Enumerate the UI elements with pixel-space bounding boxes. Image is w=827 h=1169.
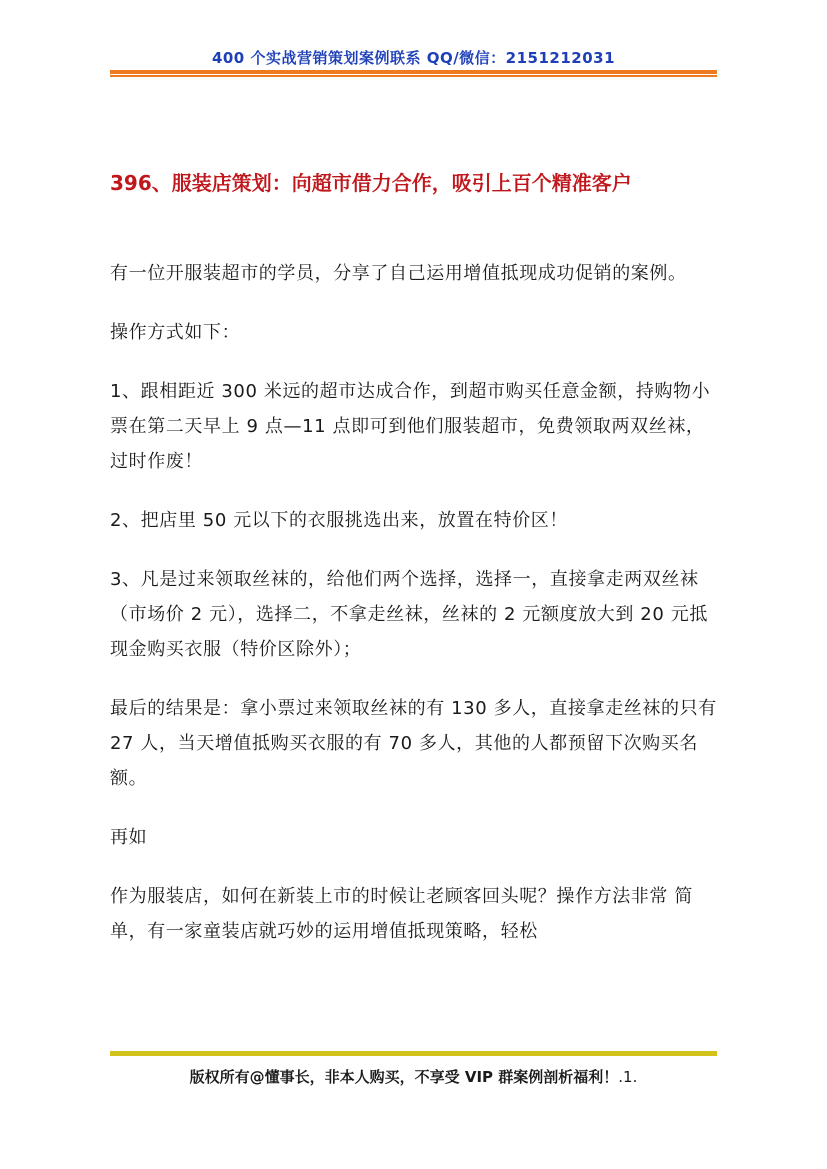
paragraph-intro: 有一位开服装超市的学员，分享了自己运用增值抵现成功促销的案例。 [110,263,687,284]
paragraph-continuation: 作为服装店，如何在新装上市的时候让老顾客回头呢？操作方法非常 简单，有一家童装店就巧妙的运用增值抵现策略，轻松 [110,886,693,942]
footer-copyright: 版权所有@懂事长，非本人购买，不享受 VIP 群案例剖析福利！ [189,1068,619,1086]
page-footer [110,1066,717,1087]
paragraph-step-3: 3、凡是过来领取丝袜的，给他们两个选择，选择一，直接拿走两双丝袜（市场价 2 元），选择二，不拿走丝袜，丝袜的 2 元额度放大到 20 元抵现金购买衣服（特价区除外）； [110,569,708,660]
paragraph-another-example: 再如 [110,827,148,848]
article-title: 396、服装店策划：向超市借力合作，吸引上百个精准客户 [110,171,632,195]
paragraph-step-1: 1、跟相距近 300 米远的超市达成合作，到超市购买任意金额，持购物小票在第二天早上 9 点—11 点即可到他们服装超市，免费领取两双丝袜，过时作废！ [110,381,711,472]
page-number: .1. [618,1068,638,1086]
page-header: 400 个实战营销策划案例联系 QQ/微信：2151212031 [211,49,616,67]
paragraph-result: 最后的结果是：拿小票过来领取丝袜的有 130 多人，直接拿走丝袜的只有 27 人，当天增值抵购买衣服的有 70 多人，其他的人都预留下次购买名额。 [110,698,717,789]
footer-divider [110,1051,717,1056]
header-divider [110,70,717,77]
header-divider-thin [110,75,717,77]
article-body [110,256,717,973]
paragraph-step-2: 2、把店里 50 元以下的衣服挑选出来，放置在特价区！ [110,510,568,531]
header-divider-thick [110,70,717,74]
paragraph-method-heading: 操作方式如下： [110,322,241,343]
